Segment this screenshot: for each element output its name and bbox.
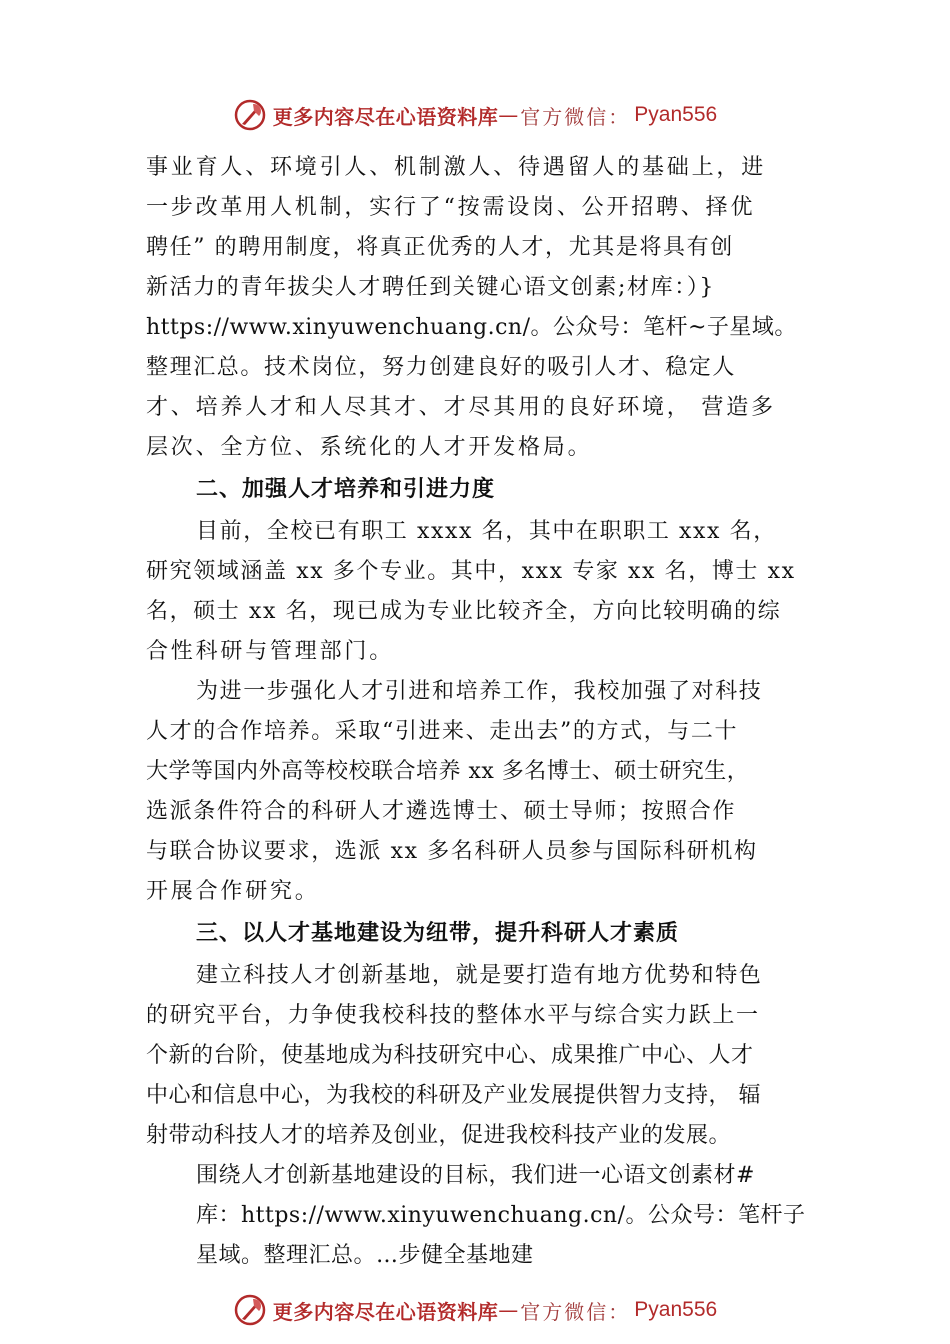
text-line: 围绕人才创新基地建设的目标，我们进一心语文创素材# — [196, 1163, 755, 1188]
watermark-wechat-id: Pyan556 — [634, 1298, 718, 1321]
text-line: 一步改革用人机制，实行了“按需设岗、公开招聘、择优 — [146, 195, 756, 220]
text-line: 聘任” 的聘用制度，将真正优秀的人才，尤其是将具有创 — [146, 235, 734, 260]
text-line: 中心和信息中心，为我校的科研及产业发展提供智力支持， 辐 — [146, 1083, 761, 1108]
watermark-footer — [0, 1290, 950, 1330]
text-line: 整理汇总。技术岗位，努力创建良好的吸引人才、稳定人 — [146, 355, 737, 380]
watermark-official-label: 官方微信： — [520, 1299, 631, 1324]
quill-logo-icon — [233, 98, 267, 132]
text-line: 选派条件符合的科研人才遴选博士、硕士导师；按照合作 — [146, 799, 737, 824]
watermark-header — [0, 95, 950, 135]
text-line: 星域。整理汇总。…步健全基地建 — [196, 1243, 534, 1268]
watermark-main-text: 更多内容尽在心语资料库 — [272, 1299, 499, 1324]
watermark-dash: — — [498, 1298, 519, 1322]
text-line: 合性科研与管理部门。 — [146, 639, 395, 664]
text-line: 研究领域涵盖 xx 多个专业。其中，xxx 专家 xx 名，博士 xx — [146, 559, 796, 584]
text-line: 层次、全方位、系统化的人才开发格局。 — [146, 435, 593, 460]
text-line: 个新的台阶，使基地成为科技研究中心、成果推广中心、人才 — [146, 1043, 754, 1068]
watermark-main-text: 更多内容尽在心语资料库 — [272, 104, 499, 129]
text-line: 目前，全校已有职工 xxxx 名，其中在职职工 xxx 名， — [196, 519, 777, 544]
text-line: 事业育人、环境引人、机制激人、待遇留人的基础上，进 — [146, 155, 767, 180]
text-line: 与联合协议要求，选派 xx 多名科研人员参与国际科研机构 — [146, 839, 758, 864]
text-line: 为进一步强化人才引进和培养工作，我校加强了对科技 — [196, 679, 763, 704]
text-line: 库：https://www.xinyuwenchuang.cn/。公众号：笔杆子 — [196, 1203, 806, 1228]
section-heading-2: 二、加强人才培养和引进力度 — [196, 477, 496, 502]
text-line: 人才的合作培养。采取“引进来、走出去”的方式，与二十 — [146, 719, 739, 744]
text-line: 射带动科技人才的培养及创业，促进我校科技产业的发展。 — [146, 1123, 732, 1148]
watermark-wechat-id: Pyan556 — [634, 103, 718, 126]
text-line: 开展合作研究。 — [146, 879, 320, 904]
text-line: 新活力的青年拔尖人才聘任到关键心语文创素;材库：）} — [146, 275, 716, 300]
quill-logo-icon — [233, 1293, 267, 1327]
section-heading-3: 三、以人才基地建设为纽带，提升科研人才素质 — [196, 921, 680, 946]
text-line: https://www.xinyuwenchuang.cn/。公众号：笔杆~子星域。 — [146, 315, 797, 340]
text-line: 才、培养人才和人尽其才、才尽其用的良好环境， 营造多 — [146, 395, 776, 420]
text-line: 名，硕士 xx 名，现已成为专业比较齐全，方向比较明确的综 — [146, 599, 782, 624]
text-line: 建立科技人才创新基地，就是要打造有地方优势和特色 — [196, 963, 763, 988]
text-line: 大学等国内外高等校校联合培养 xx 多名博士、硕士研究生， — [146, 759, 750, 784]
document-body — [146, 148, 836, 1276]
text-line: 的研究平台，力争使我校科技的整体水平与综合实力跃上一 — [146, 1003, 760, 1028]
watermark-dash: — — [498, 103, 519, 127]
watermark-official-label: 官方微信： — [520, 104, 631, 129]
